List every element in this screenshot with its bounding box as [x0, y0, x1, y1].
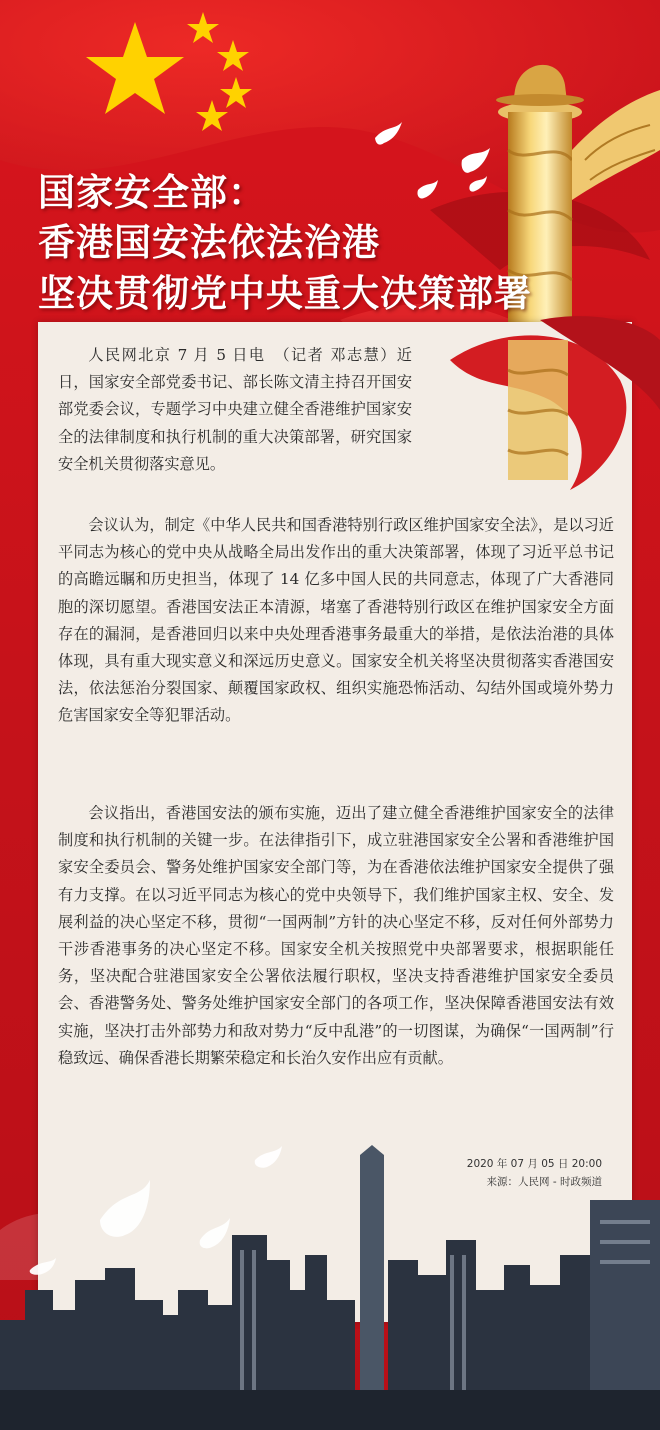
- lead-paragraph: 人民网北京 7 月 5 日电 （记者 邓志慧）近日，国家安全部党委书记、部长陈文清主持召开国安部党委会议，专题学习中央建立健全香港维护国家安全的法律制度和执行机制的重大决策部署，研究国家安全机关贯彻落实意见。: [58, 346, 412, 473]
- publish-date: 2020 年 07 月 05 日 20:00: [466, 1158, 602, 1170]
- source-label: 来源：人民网 - 时政频道: [486, 1176, 602, 1188]
- title-line-3: 坚决贯彻党中央重大决策部署: [38, 272, 532, 315]
- hong-kong-skyline-illustration: [0, 1140, 660, 1430]
- article-paragraph-2: 会议指出，香港国安法的颁布实施，迈出了建立健全香港维护国家安全的法律制度和执行机制的关键一步。在法律指引下，成立驻港国家安全公署和香港维护国家安全委员会、警务处维护国家安全部门等，为在香港依法维护国家安全提供了强有力支撑。在以习近平同志为核心的党中央领导下，我们维护国家主权、安全、发展利益的决心坚定不移，贯彻“一国两制”方针的决心坚定不移，反对任何外部势力干涉香港事务的决心坚定不移。国家安全机关按照党中央部署要求，根据职能任务，坚决配合驻港国家安全公署依法履行职权，坚决支持香港维护国家安全委员会、香港警务处、警务处维护国家安全部门的各项工作，坚决保障香港国安法有效实施，坚决打击外部势力和敌对势力“反中乱港”的一切图谋，为确保“一国两制”行稳致远、确保香港长期繁荣稳定和长治久安作出应有贡献。: [58, 804, 614, 1067]
- title-line-2: 香港国安法依法治港: [38, 221, 380, 264]
- article-paragraph-1: 会议认为，制定《中华人民共和国香港特别行政区维护国家安全法》，是以习近平同志为核心的党中央从战略全局出发作出的重大决策部署，体现了习近平总书记的高瞻远瞩和历史担当，体现了 14 亿多中国人民的共同意志，体现了广大香港同胞的深切愿望。香港国安法正本清源，堵塞了香港特别行政区在维护国家安全方面存在的漏洞，是香港回归以来中央处理香港事务最重大的举措，是依法治港的具体体现，具有重大现实意义和深远历史意义。国家安全机关将坚决贯彻落实香港国安法，依法惩治分裂国家、颠覆国家政权、组织实施恐怖活动、勾结外国或境外势力危害国家安全等犯罪活动。: [58, 516, 614, 725]
- flag-ribbon-illustration: [390, 300, 660, 520]
- title-line-1: 国家安全部：: [38, 171, 266, 214]
